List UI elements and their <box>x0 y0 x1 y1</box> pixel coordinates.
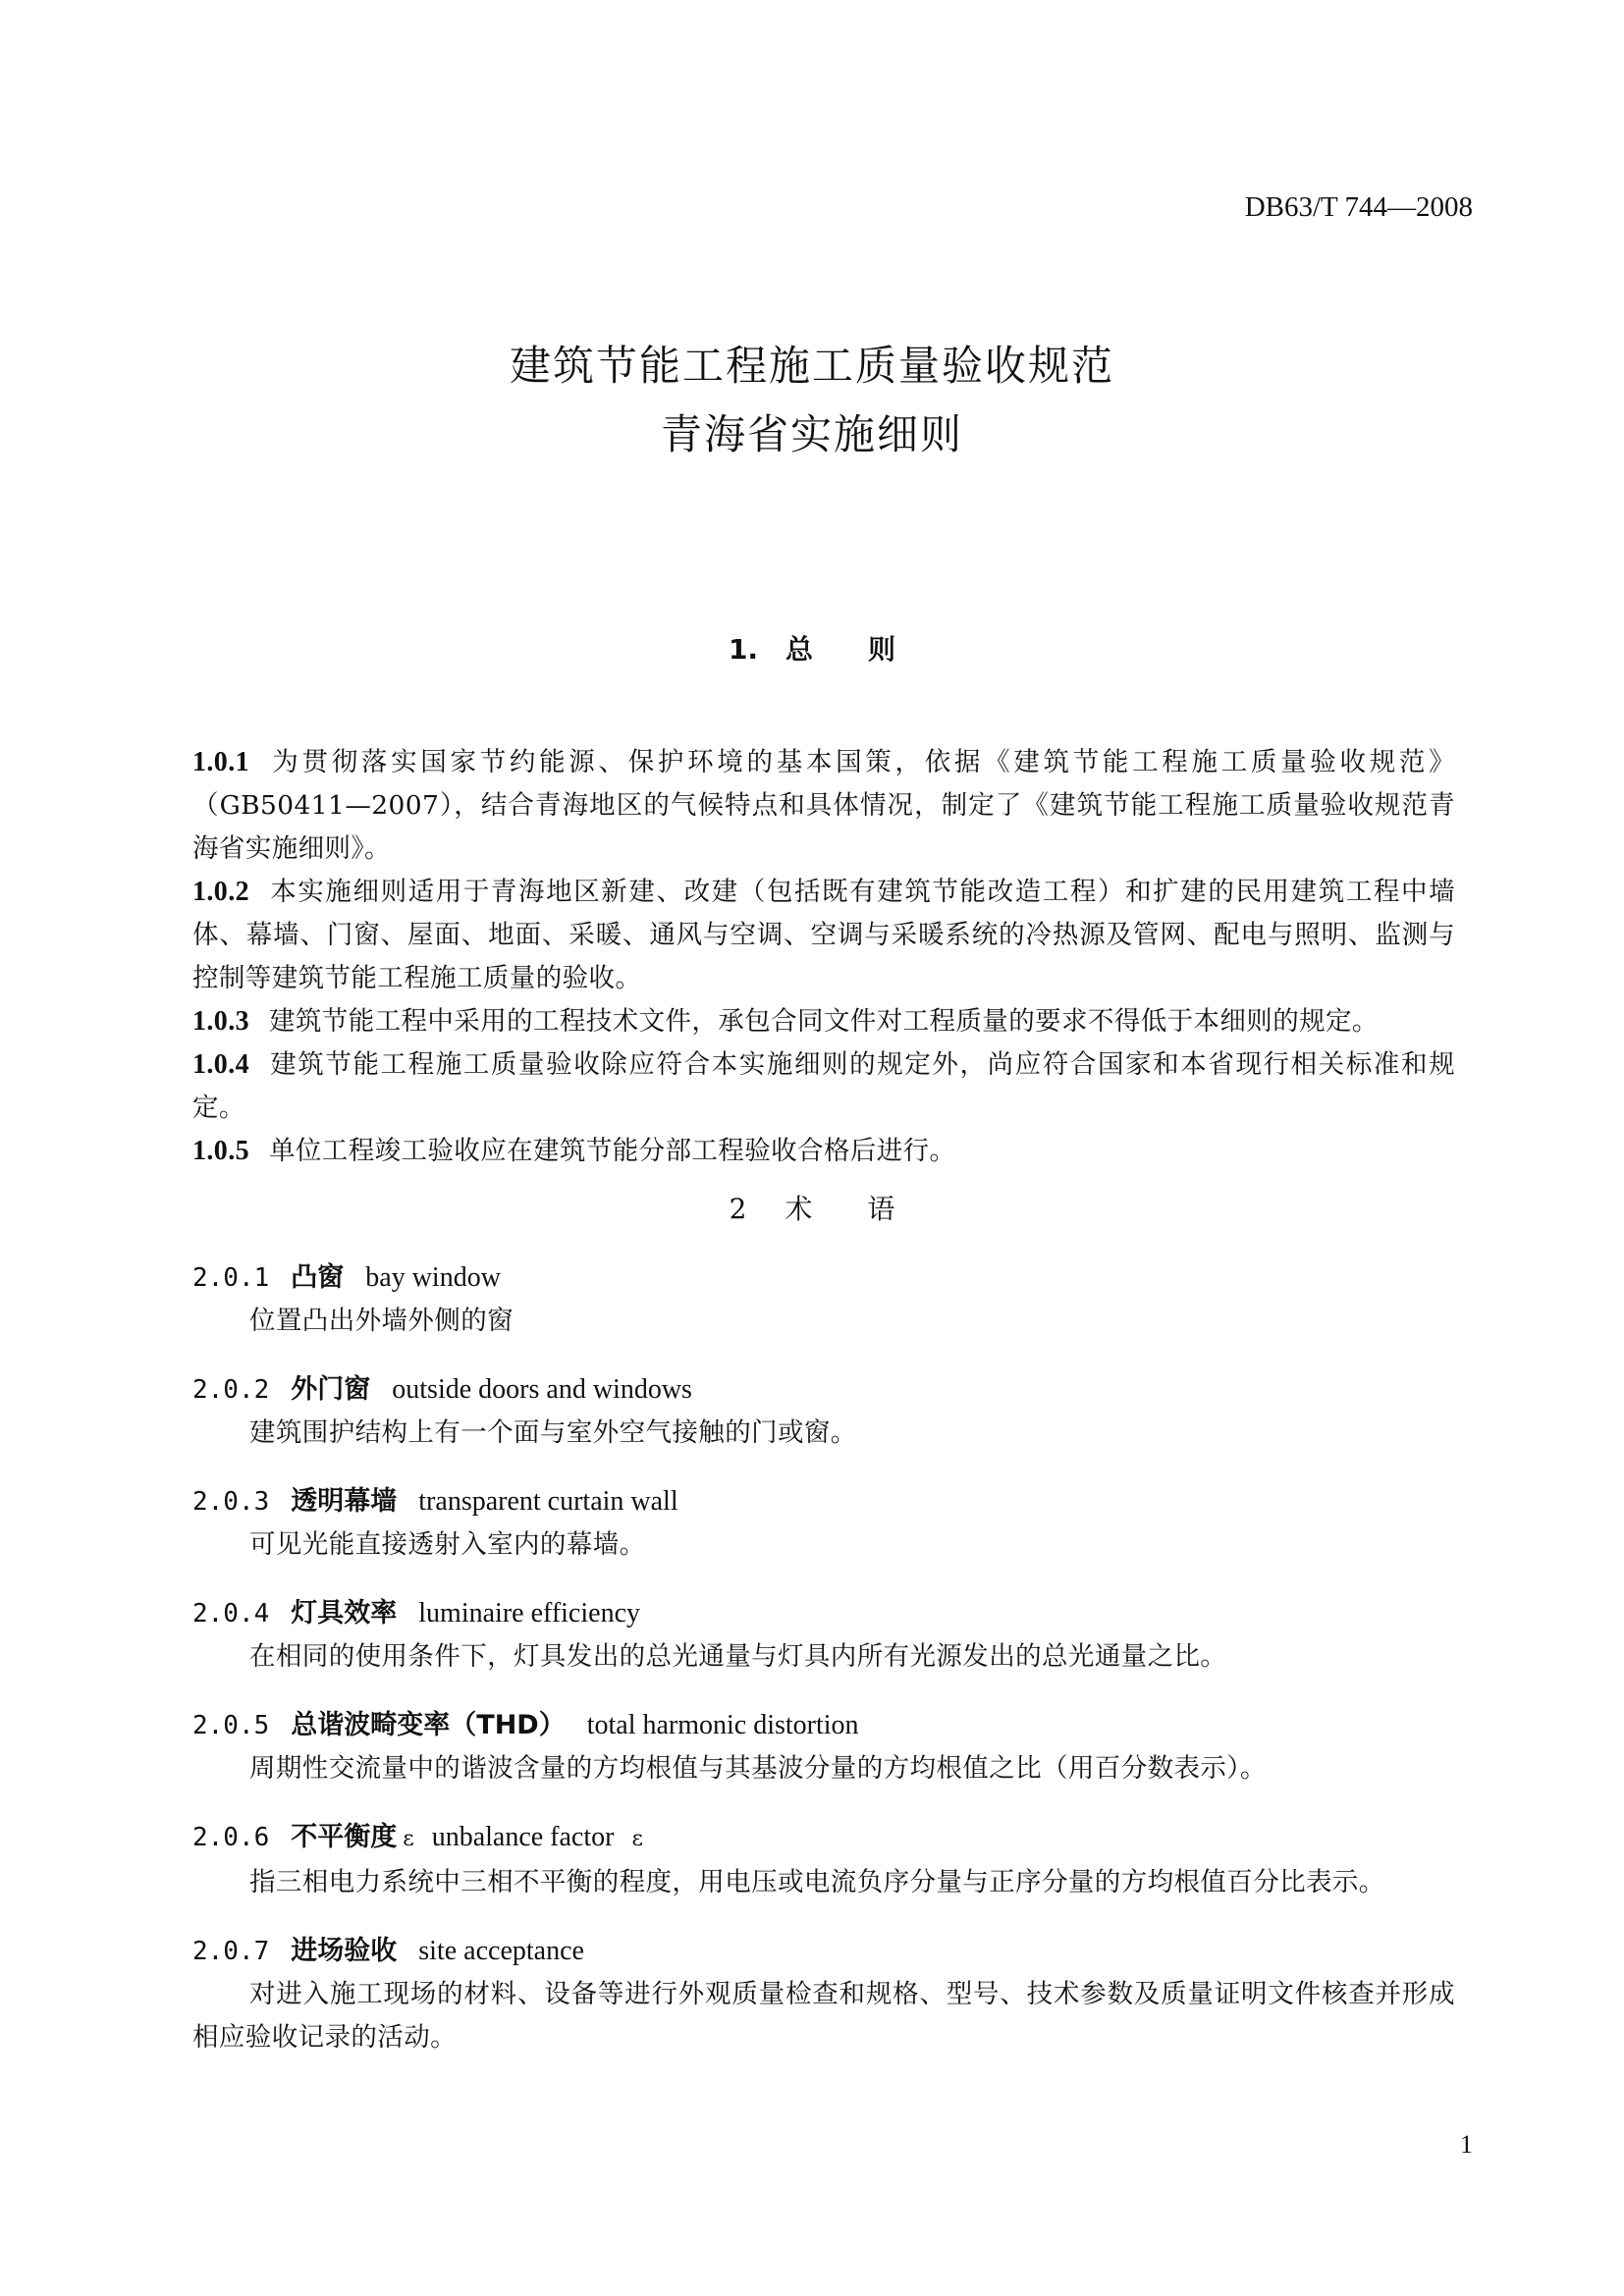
clause-text: 单位工程竣工验收应在建筑节能分部工程验收合格后进行。 <box>269 1136 956 1166</box>
clause-1-0-5 <box>192 1130 1455 1173</box>
term-number: 2.0.3 <box>192 1487 270 1517</box>
term-chinese: 不平衡度 <box>291 1822 398 1852</box>
term-number: 2.0.7 <box>192 1937 270 1966</box>
term-definition: 对进入施工现场的材料、设备等进行外观质量检查和规格、型号、技术参数及质量证明文件核查并形成相应验收记录的活动。 <box>192 1979 1455 2053</box>
term-chinese-symbol: ε <box>403 1827 414 1851</box>
term-2-0-5 <box>192 1704 1455 1790</box>
clause-text: 为贯彻落实国家节约能源、保护环境的基本国策，依据《建筑节能工程施工质量验收规范》（GB50411—2007），结合青海地区的气候特点和具体情况，制定了《建筑节能工程施工质量验收规范青海省实施细则》。 <box>192 747 1455 864</box>
title-line-1: 建筑节能工程施工质量验收规范 <box>509 342 1114 390</box>
term-2-0-6 <box>192 1816 1455 1904</box>
term-2-0-2 <box>192 1368 1455 1455</box>
clause-number: 1.0.5 <box>192 1136 249 1166</box>
term-chinese: 凸窗 <box>291 1262 345 1293</box>
term-definition: 可见光能直接透射入室内的幕墙。 <box>249 1529 646 1560</box>
clause-1-0-1 <box>192 741 1455 871</box>
term-chinese: 透明幕墙 <box>291 1486 398 1517</box>
clause-1-0-3 <box>192 1000 1455 1043</box>
term-english: outside doors and windows <box>392 1374 692 1405</box>
term-english: unbalance factor <box>431 1822 615 1852</box>
term-number: 2.0.5 <box>192 1711 270 1740</box>
term-definition: 周期性交流量中的谐波含量的方均根值与其基波分量的方均根值之比（用百分数表示）。 <box>249 1753 1267 1784</box>
page-number: 1 <box>1460 2130 1473 2159</box>
term-english-symbol: ε <box>631 1827 643 1851</box>
clause-number: 1.0.1 <box>192 747 249 777</box>
term-number: 2.0.1 <box>192 1263 270 1293</box>
term-2-0-7 <box>192 1930 1455 2059</box>
clause-text: 建筑节能工程中采用的工程技术文件，承包合同文件对工程质量的要求不得低于本细则的规定。 <box>269 1006 1379 1037</box>
clauses-section <box>192 741 1455 1173</box>
term-2-0-1 <box>192 1256 1455 1343</box>
clause-text: 建筑节能工程施工质量验收除应符合本实施细则的规定外，尚应符合国家和本省现行相关标准和规定。 <box>192 1049 1455 1123</box>
term-chinese: 外门窗 <box>291 1374 371 1405</box>
clause-number: 1.0.4 <box>192 1049 249 1080</box>
clause-number: 1.0.3 <box>192 1006 249 1037</box>
title-line-2: 青海省实施细则 <box>660 410 963 458</box>
chapter-1-heading: 1. 总 则 <box>728 633 896 666</box>
clause-number: 1.0.2 <box>192 877 249 907</box>
term-number: 2.0.2 <box>192 1375 270 1405</box>
clause-text: 本实施细则适用于青海地区新建、改建（包括既有建筑节能改造工程）和扩建的民用建筑工程中墙体、幕墙、门窗、屋面、地面、采暖、通风与空调、空调与采暖系统的冷热源及管网、配电与照明、监测与控制等建筑节能工程施工质量的验收。 <box>192 877 1455 993</box>
term-english: transparent curtain wall <box>418 1486 678 1517</box>
term-chinese: 总谐波畸变率（THD） <box>291 1710 566 1740</box>
terms-section <box>192 1256 1455 2085</box>
term-number: 2.0.4 <box>192 1599 270 1629</box>
term-2-0-3 <box>192 1480 1455 1567</box>
term-english: total harmonic distortion <box>586 1710 859 1740</box>
term-2-0-4 <box>192 1592 1455 1679</box>
term-definition: 指三相电力系统中三相不平衡的程度，用电压或电流负序分量与正序分量的方均根值百分比表示。 <box>249 1867 1385 1897</box>
term-english: bay window <box>365 1262 501 1293</box>
term-chinese: 灯具效率 <box>291 1598 398 1629</box>
term-number: 2.0.6 <box>192 1823 270 1852</box>
term-definition: 在相同的使用条件下，灯具发出的总光通量与灯具内所有光源发出的总光通量之比。 <box>249 1641 1227 1672</box>
chapter-2-heading: 2 术 语 <box>729 1193 895 1225</box>
clause-1-0-4 <box>192 1043 1455 1130</box>
term-english: site acceptance <box>418 1936 584 1966</box>
term-chinese: 进场验收 <box>291 1936 398 1966</box>
doc-number: DB63/T 744—2008 <box>1244 191 1473 223</box>
clause-1-0-2 <box>192 871 1455 1000</box>
term-english: luminaire efficiency <box>418 1598 640 1629</box>
term-definition: 位置凸出外墙外侧的窗 <box>249 1306 514 1336</box>
term-definition: 建筑围护结构上有一个面与室外空气接触的门或窗。 <box>249 1417 857 1448</box>
